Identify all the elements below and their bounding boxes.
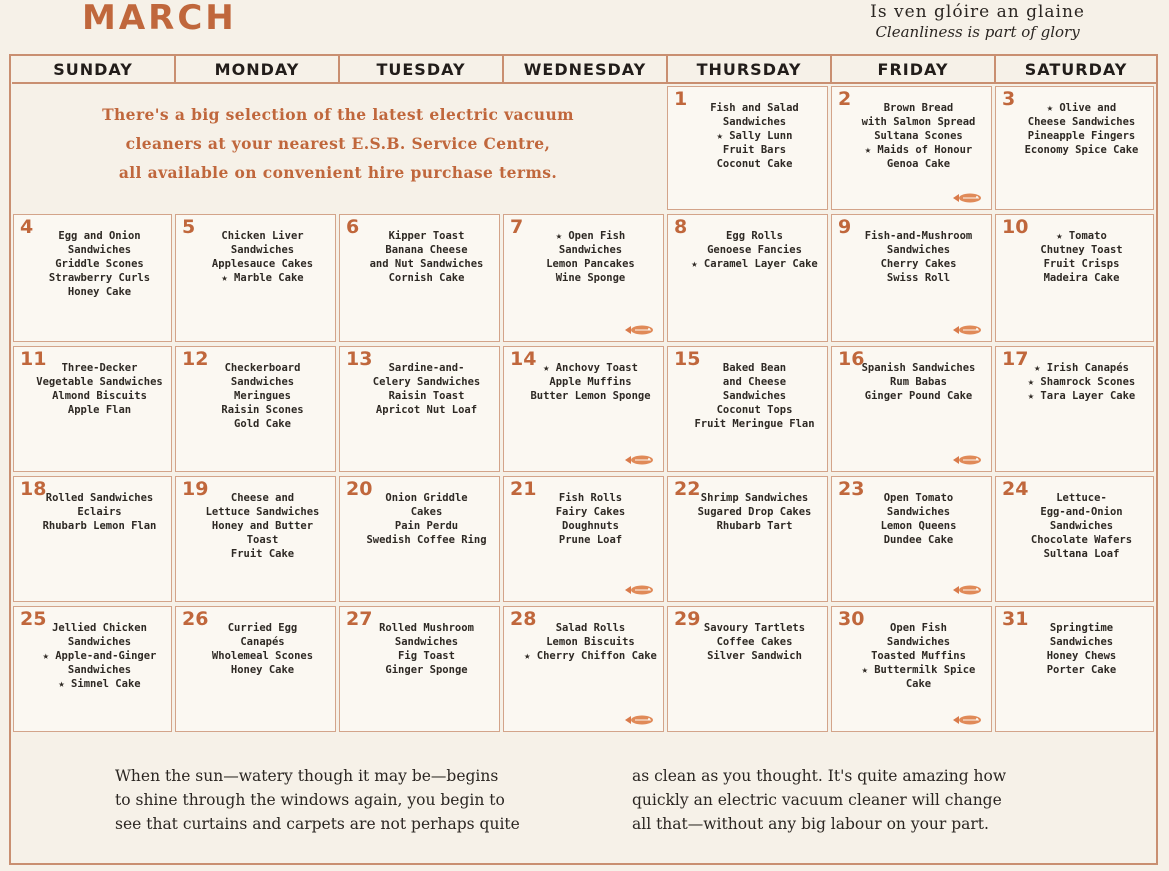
day-menu: Savoury Tartlets Coffee Cakes Silver Sandwich <box>703 622 806 662</box>
day-cell-17 <box>995 346 1154 472</box>
day-cell-23 <box>831 476 992 602</box>
day-cell-10 <box>995 214 1154 342</box>
day-menu: ★ Open Fish Sandwiches Lemon Pancakes Wine Sponge <box>546 230 635 284</box>
day-cell-2 <box>831 86 992 210</box>
day-cell-30 <box>831 606 992 732</box>
day-number: 26 <box>182 608 209 630</box>
footer-text-left: When the sun—watery though it may be—begins to shine through the windows again, you begin to see that curtains and carpets are not perhaps quite <box>115 767 520 833</box>
day-number: 2 <box>838 88 852 110</box>
motto-irish: Is ven glóire an glaine <box>870 2 1085 22</box>
day-cell-24 <box>995 476 1154 602</box>
day-number: 4 <box>20 216 34 238</box>
day-number: 15 <box>674 348 701 370</box>
day-menu: Fish Rolls Fairy Cakes Doughnuts Prune Loaf <box>555 492 626 546</box>
day-cell-11 <box>13 346 172 472</box>
promo-line-1: There's a big selection of the latest electric vacuum <box>102 105 574 124</box>
fish-icon <box>951 191 985 205</box>
day-cell-26 <box>175 606 336 732</box>
day-menu: Egg and Onion Sandwiches Griddle Scones Strawberry Curls Honey Cake <box>48 230 151 298</box>
day-number: 19 <box>182 478 209 500</box>
day-number: 6 <box>346 216 360 238</box>
day-cell-16 <box>831 346 992 472</box>
weekday-sunday: SUNDAY <box>12 56 174 84</box>
promo-text <box>12 84 664 212</box>
day-number: 17 <box>1002 348 1029 370</box>
day-menu: ★ Anchovy Toast Apple Muffins Butter Lemon Sponge <box>530 362 651 402</box>
weekday-monday: MONDAY <box>174 56 338 84</box>
day-number: 30 <box>838 608 865 630</box>
day-menu: Fish-and-Mushroom Sandwiches Cherry Cakes Swiss Roll <box>864 230 973 284</box>
fish-icon <box>623 583 657 597</box>
day-menu: Sardine-and- Celery Sandwiches Raisin Toast Apricot Nut Loaf <box>372 362 481 416</box>
day-cell-1 <box>667 86 828 210</box>
day-number: 24 <box>1002 478 1029 500</box>
day-number: 28 <box>510 608 537 630</box>
day-menu: ★ Tomato Chutney Toast Fruit Crisps Madeira Cake <box>1040 230 1123 284</box>
day-cell-9 <box>831 214 992 342</box>
day-cell-20 <box>339 476 500 602</box>
day-number: 3 <box>1002 88 1016 110</box>
day-number: 22 <box>674 478 701 500</box>
day-cell-31 <box>995 606 1154 732</box>
promo-line-3: all available on convenient hire purchase terms. <box>118 163 558 182</box>
day-menu: ★ Irish Canapés ★ Shamrock Scones ★ Tara Layer Cake <box>1027 362 1136 402</box>
day-number: 23 <box>838 478 865 500</box>
day-number: 1 <box>674 88 688 110</box>
day-cell-8 <box>667 214 828 342</box>
day-cell-14 <box>503 346 664 472</box>
day-menu: Brown Bread with Salmon Spread Sultana Scones ★ Maids of Honour Genoa Cake <box>861 102 976 170</box>
day-cell-5 <box>175 214 336 342</box>
day-number: 8 <box>674 216 688 238</box>
day-cell-7 <box>503 214 664 342</box>
day-cell-28 <box>503 606 664 732</box>
day-menu: Fish and Salad Sandwiches ★ Sally Lunn Fruit Bars Coconut Cake <box>710 102 799 170</box>
day-cell-25 <box>13 606 172 732</box>
day-number: 7 <box>510 216 524 238</box>
fish-icon <box>623 323 657 337</box>
day-menu: Chicken Liver Sandwiches Applesauce Cakes ★ Marble Cake <box>211 230 314 284</box>
month-title: MARCH <box>82 0 237 38</box>
day-menu: Egg Rolls Genoese Fancies ★ Caramel Layer Cake <box>691 230 818 270</box>
day-menu: Curried Egg Canapés Wholemeal Scones Honey Cake <box>211 622 314 676</box>
day-menu: Checkerboard Sandwiches Meringues Raisin Scones Gold Cake <box>221 362 304 430</box>
day-menu: Baked Bean and Cheese Sandwiches Coconut Tops Fruit Meringue Flan <box>694 362 815 430</box>
day-cell-15 <box>667 346 828 472</box>
day-number: 21 <box>510 478 537 500</box>
promo-line-2: cleaners at your nearest E.S.B. Service Centre, <box>125 134 551 153</box>
day-number: 5 <box>182 216 196 238</box>
day-number: 18 <box>20 478 47 500</box>
day-menu: ★ Olive and Cheese Sandwiches Pineapple Fingers Economy Spice Cake <box>1024 102 1139 156</box>
day-number: 25 <box>20 608 47 630</box>
day-number: 12 <box>182 348 209 370</box>
day-cell-21 <box>503 476 664 602</box>
fish-icon <box>951 323 985 337</box>
day-menu: Cheese and Lettuce Sandwiches Honey and Butter Toast Fruit Cake <box>205 492 320 560</box>
day-number: 11 <box>20 348 47 370</box>
day-menu: Three-Decker Vegetable Sandwiches Almond Biscuits Apple Flan <box>36 362 163 416</box>
day-cell-19 <box>175 476 336 602</box>
weekday-tuesday: TUESDAY <box>338 56 502 84</box>
fish-icon <box>623 453 657 467</box>
fish-icon <box>623 713 657 727</box>
day-menu: Rolled Sandwiches Eclairs Rhubarb Lemon Flan <box>42 492 157 532</box>
fish-icon <box>951 453 985 467</box>
day-menu: Salad Rolls Lemon Biscuits ★ Cherry Chiffon Cake <box>524 622 657 662</box>
day-cell-4 <box>13 214 172 342</box>
day-menu: Kipper Toast Banana Cheese and Nut Sandwiches Cornish Cake <box>369 230 484 284</box>
day-menu: Onion Griddle Cakes Pain Perdu Swedish Coffee Ring <box>366 492 487 546</box>
day-menu: Open Fish Sandwiches Toasted Muffins ★ Buttermilk Spice Cake <box>861 622 976 690</box>
day-number: 14 <box>510 348 537 370</box>
day-menu: Lettuce- Egg-and-Onion Sandwiches Chocolate Wafers Sultana Loaf <box>1030 492 1133 560</box>
day-number: 16 <box>838 348 865 370</box>
weekday-wednesday: WEDNESDAY <box>502 56 666 84</box>
day-menu: Shrimp Sandwiches Sugared Drop Cakes Rhubarb Tart <box>697 492 812 532</box>
day-number: 10 <box>1002 216 1029 238</box>
day-cell-12 <box>175 346 336 472</box>
day-cell-29 <box>667 606 828 732</box>
day-number: 29 <box>674 608 701 630</box>
day-number: 9 <box>838 216 852 238</box>
day-number: 20 <box>346 478 373 500</box>
day-cell-13 <box>339 346 500 472</box>
day-menu: Springtime Sandwiches Honey Chews Porter Cake <box>1046 622 1117 676</box>
day-cell-18 <box>13 476 172 602</box>
motto-english: Cleanliness is part of glory <box>875 23 1080 41</box>
day-menu: Jellied Chicken Sandwiches ★ Apple-and-Ginger Sandwiches ★ Simnel Cake <box>42 622 157 690</box>
weekday-saturday: SATURDAY <box>994 56 1156 84</box>
day-menu: Spanish Sandwiches Rum Babas Ginger Pound Cake <box>861 362 976 402</box>
motto <box>870 2 1085 42</box>
weekday-friday: FRIDAY <box>830 56 994 84</box>
day-menu: Open Tomato Sandwiches Lemon Queens Dundee Cake <box>880 492 957 546</box>
day-cell-3 <box>995 86 1154 210</box>
day-number: 27 <box>346 608 373 630</box>
fish-icon <box>951 583 985 597</box>
day-menu: Rolled Mushroom Sandwiches Fig Toast Ginger Sponge <box>379 622 474 676</box>
fish-icon <box>951 713 985 727</box>
footer-text-right: as clean as you thought. It's quite amazing how quickly an electric vacuum cleaner will change all that—without any big labour on your part. <box>632 767 1007 833</box>
day-cell-27 <box>339 606 500 732</box>
day-number: 31 <box>1002 608 1029 630</box>
weekday-thursday: THURSDAY <box>666 56 830 84</box>
day-cell-22 <box>667 476 828 602</box>
day-cell-6 <box>339 214 500 342</box>
day-number: 13 <box>346 348 373 370</box>
